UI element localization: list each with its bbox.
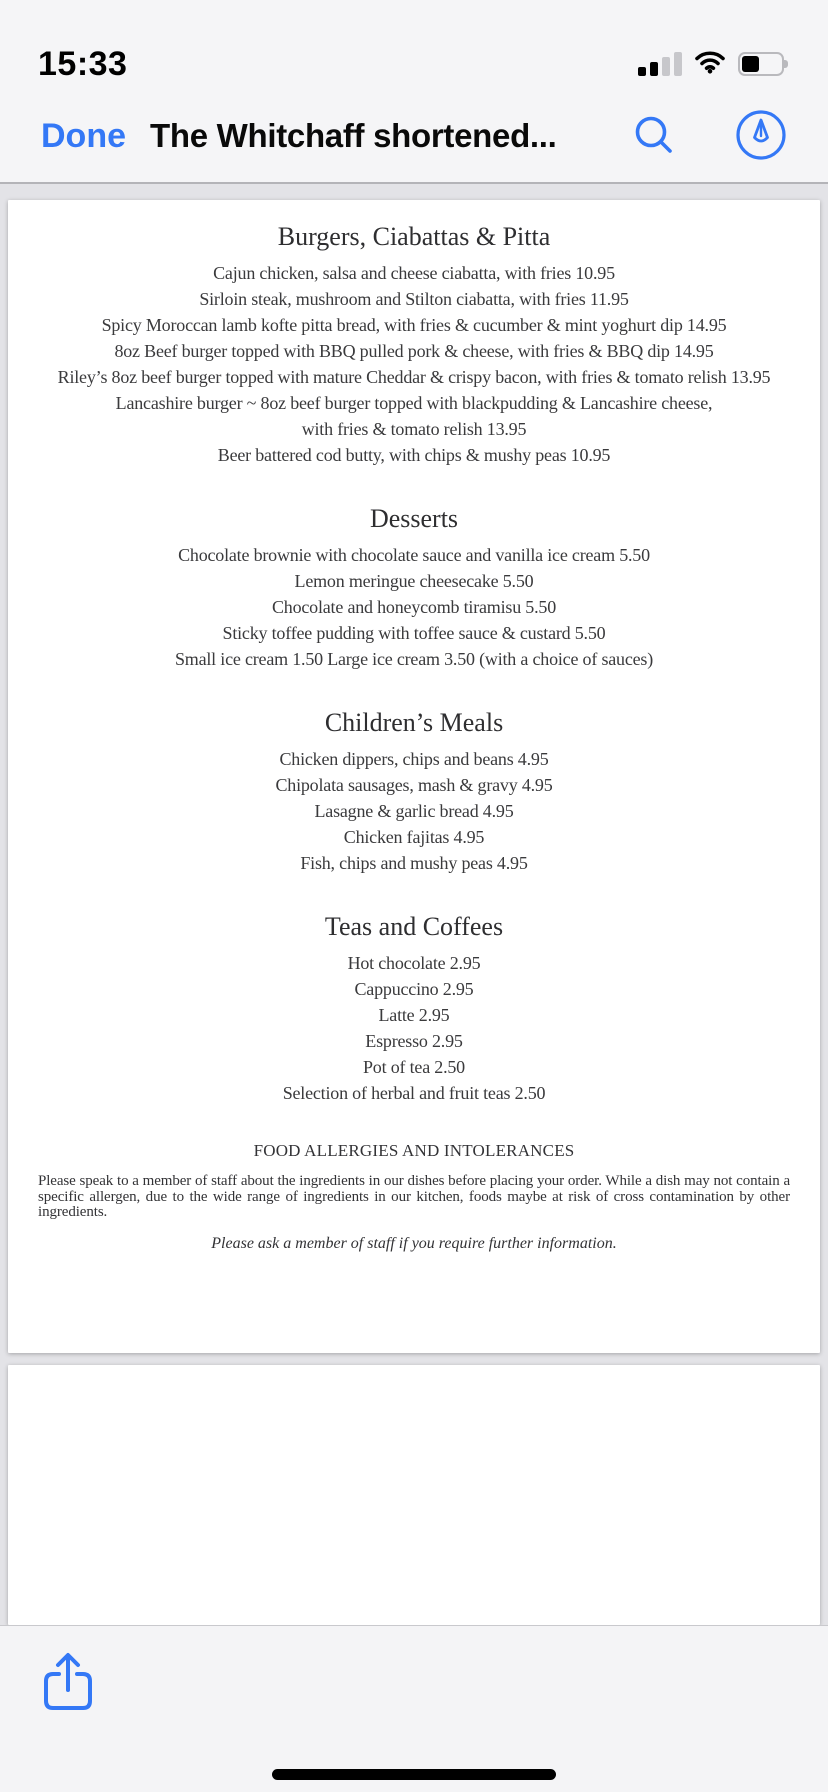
menu-section-title: Children’s Meals: [324, 708, 504, 737]
menu-item-line: Lancashire burger ~ 8oz beef burger topped with blackpudding & Lancashire cheese,: [115, 393, 713, 413]
menu-item-line: Hot chocolate 2.95: [347, 953, 481, 973]
search-button[interactable]: [631, 112, 677, 161]
menu-item-line: Pot of tea 2.50: [363, 1057, 465, 1077]
menu-item-line: Cappuccino 2.95: [354, 979, 474, 999]
menu-item-line: 8oz Beef burger topped with BBQ pulled pork & cheese, with fries & BBQ dip 14.95: [114, 341, 714, 361]
menu-section-title: Teas and Coffees: [324, 912, 504, 941]
menu-item-line: Spicy Moroccan lamb kofte pitta bread, with fries & cucumber & mint yoghurt dip 14.95: [101, 315, 727, 335]
menu-section-title: Desserts: [369, 504, 459, 533]
document-scroll-area[interactable]: [0, 184, 828, 1625]
menu-content: [8, 220, 820, 1106]
status-time: 15:33: [38, 44, 128, 83]
menu-item-line: Riley’s 8oz beef burger topped with mature Cheddar & crispy bacon, with fries & tomato relish 13.95: [57, 367, 771, 387]
menu-section-title: Burgers, Ciabattas & Pitta: [277, 222, 551, 251]
menu-item-line: Latte 2.95: [378, 1005, 450, 1025]
markup-button[interactable]: [735, 109, 787, 164]
allergy-note-text: Please ask a member of staff if you require further information.: [211, 1234, 617, 1252]
menu-item-line: Chipolata sausages, mash & gravy 4.95: [275, 775, 553, 795]
menu-item-line: Lasagne & garlic bread 4.95: [314, 801, 514, 821]
search-icon: [631, 112, 677, 161]
allergy-body-text: Please speak to a member of staff about the ingredients in our dishes before placing your order. While a dish may not contain a specific allergen, due to the wide range of ingredients in our kitchen, foods maybe at risk of cross contamination by other ingredients.: [38, 1173, 790, 1220]
status-icons: [638, 50, 788, 79]
nav-bar: [0, 100, 828, 184]
menu-item-line: Sirloin steak, mushroom and Stilton ciabatta, with fries 11.95: [199, 289, 629, 309]
battery-icon: [738, 52, 788, 76]
cellular-signal-icon: [638, 52, 682, 76]
allergy-section: [8, 1140, 820, 1253]
menu-item-line: Chocolate brownie with chocolate sauce and vanilla ice cream 5.50: [178, 545, 650, 565]
menu-section: [8, 220, 820, 468]
pdf-page-1: [8, 200, 820, 1353]
menu-item-line: Sticky toffee pudding with toffee sauce & custard 5.50: [222, 623, 606, 643]
menu-item-line: with fries & tomato relish 13.95: [301, 419, 527, 439]
menu-item-line: Chicken dippers, chips and beans 4.95: [279, 749, 549, 769]
menu-item-line: Chicken fajitas 4.95: [343, 827, 485, 847]
pdf-page-2: [8, 1365, 820, 1625]
allergy-heading: FOOD ALLERGIES AND INTOLERANCES: [253, 1141, 575, 1160]
menu-item-line: Beer battered cod butty, with chips & mushy peas 10.95: [217, 445, 611, 465]
menu-section: [8, 706, 820, 876]
menu-section: [8, 502, 820, 672]
menu-item-line: Small ice cream 1.50 Large ice cream 3.50 (with a choice of sauces): [174, 649, 654, 669]
home-indicator[interactable]: [272, 1769, 556, 1780]
share-button[interactable]: [40, 1650, 96, 1717]
menu-section: [8, 910, 820, 1106]
menu-item-line: Espresso 2.95: [365, 1031, 463, 1051]
done-button[interactable]: Done: [41, 116, 126, 155]
wifi-icon: [694, 50, 726, 79]
menu-item-line: Fish, chips and mushy peas 4.95: [300, 853, 528, 873]
menu-item-line: Chocolate and honeycomb tiramisu 5.50: [271, 597, 557, 617]
menu-item-line: Lemon meringue cheesecake 5.50: [294, 571, 534, 591]
markup-pen-icon: [735, 109, 787, 164]
document-title: The Whitchaff shortened...: [150, 117, 557, 154]
share-icon: [40, 1702, 96, 1717]
menu-item-line: Cajun chicken, salsa and cheese ciabatta, with fries 10.95: [213, 263, 615, 283]
menu-item-line: Selection of herbal and fruit teas 2.50: [282, 1083, 546, 1103]
bottom-toolbar: [0, 1625, 828, 1792]
status-bar: [0, 0, 828, 100]
